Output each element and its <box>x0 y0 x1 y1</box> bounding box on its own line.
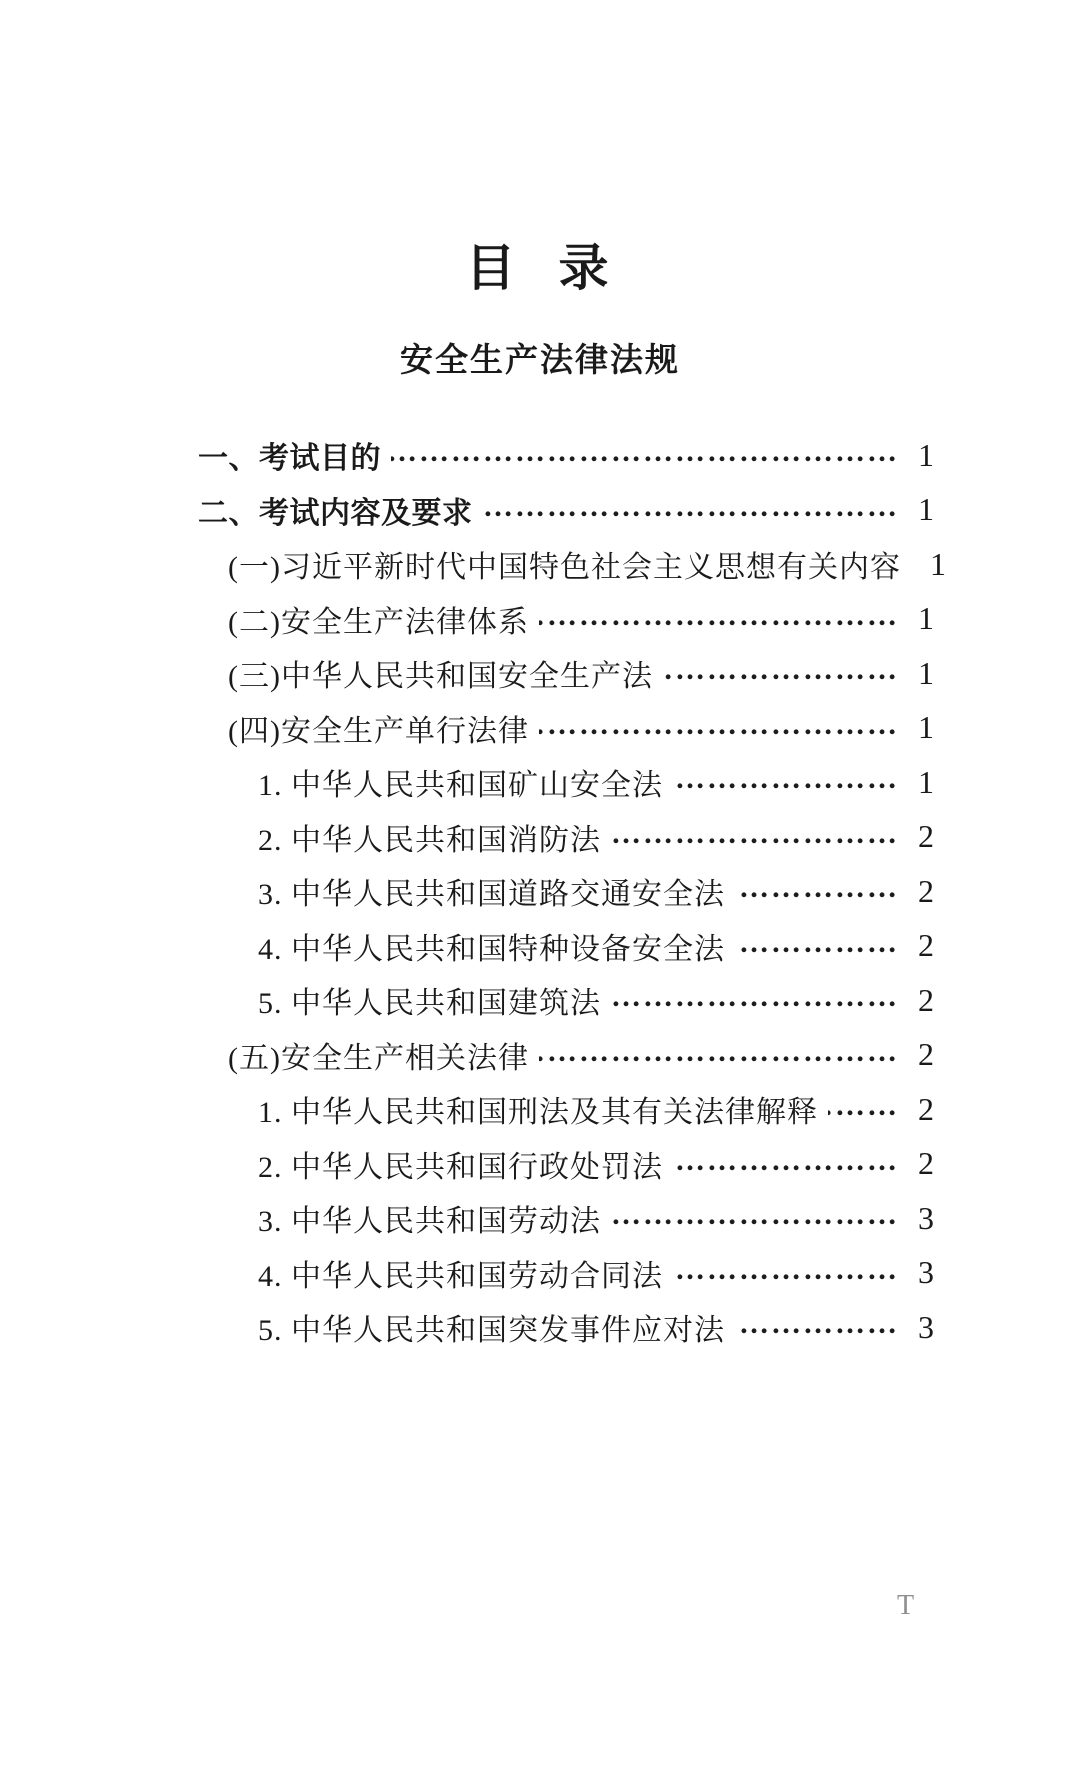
toc-dot-leader <box>611 817 899 851</box>
document-page <box>0 242 1080 1769</box>
toc-entry-label: 5. 中华人民共和国建筑法 <box>258 987 601 1021</box>
toc-dot-leader <box>735 1307 899 1341</box>
toc-entry <box>0 483 935 538</box>
toc-entry-page: 1 <box>929 545 947 582</box>
toc-entry-label: 二、考试内容及要求 <box>198 496 473 530</box>
toc-entry-label: (二)安全生产法律体系 <box>228 605 529 639</box>
toc-entry-page: 2 <box>918 872 935 909</box>
toc-entry-label: 1. 中华人民共和国矿山安全法 <box>258 769 663 803</box>
toc-entry <box>0 1137 935 1192</box>
toc-entry-label: 2. 中华人民共和国消防法 <box>258 823 601 857</box>
toc-entry-label: (四)安全生产单行法律 <box>228 714 529 748</box>
toc-entry-page: 2 <box>918 981 935 1018</box>
toc-entry <box>0 973 935 1028</box>
toc-entry-label: 3. 中华人民共和国道路交通安全法 <box>258 878 725 912</box>
page-title: 目 录 <box>465 240 615 296</box>
toc-dot-leader <box>735 926 899 960</box>
toc-entry-label: 5. 中华人民共和国突发事件应对法 <box>258 1314 725 1348</box>
toc-list <box>0 428 1080 1355</box>
toc-entry-label: (五)安全生产相关法律 <box>228 1041 529 1075</box>
toc-entry-page: 2 <box>918 1090 935 1127</box>
toc-entry-page: 3 <box>918 1254 935 1291</box>
toc-dot-leader <box>611 980 899 1014</box>
toc-dot-leader <box>539 708 899 742</box>
toc-entry-page: 3 <box>918 1199 935 1236</box>
toc-entry-page: 3 <box>918 1308 935 1345</box>
toc-entry-page: 2 <box>918 1145 935 1182</box>
toc-entry-page: 1 <box>918 436 935 473</box>
toc-dot-leader <box>735 871 899 905</box>
toc-entry-page: 2 <box>918 927 935 964</box>
footer-mark: T <box>897 1590 915 1621</box>
toc-dot-leader <box>391 435 899 469</box>
toc-entry-label: 4. 中华人民共和国劳动合同法 <box>258 1259 663 1293</box>
toc-entry <box>0 1082 935 1137</box>
toc-entry <box>0 592 935 647</box>
toc-entry-label: (三)中华人民共和国安全生产法 <box>228 660 653 694</box>
toc-entry <box>0 1246 935 1301</box>
toc-dot-leader <box>673 762 899 796</box>
toc-entry <box>0 646 935 701</box>
toc-entry <box>0 537 947 592</box>
toc-entry-page: 1 <box>918 600 935 637</box>
toc-entry-label: (一)习近平新时代中国特色社会主义思想有关内容 <box>228 551 901 585</box>
toc-entry-label: 4. 中华人民共和国特种设备安全法 <box>258 932 725 966</box>
toc-entry-label: 3. 中华人民共和国劳动法 <box>258 1205 601 1239</box>
toc-entry-page: 1 <box>918 763 935 800</box>
toc-entry-page: 2 <box>918 818 935 855</box>
toc-dot-leader <box>483 490 900 524</box>
toc-dot-leader <box>828 1089 899 1123</box>
toc-dot-leader <box>539 1035 899 1069</box>
toc-entry-page: 2 <box>918 1036 935 1073</box>
toc-entry <box>0 810 935 865</box>
toc-entry <box>0 1028 935 1083</box>
toc-dot-leader <box>673 1253 899 1287</box>
toc-entry <box>0 1300 935 1355</box>
toc-entry-label: 一、考试目的 <box>198 442 381 476</box>
toc-entry <box>0 428 935 483</box>
toc-entry-label: 1. 中华人民共和国刑法及其有关法律解释 <box>258 1096 818 1130</box>
section-subtitle: 安全生产法律法规 <box>400 341 680 378</box>
toc-entry <box>0 864 935 919</box>
toc-dot-leader <box>539 599 899 633</box>
toc-entry <box>0 701 935 756</box>
toc-entry-page: 1 <box>918 491 935 528</box>
toc-entry-label: 2. 中华人民共和国行政处罚法 <box>258 1150 663 1184</box>
toc-dot-leader <box>663 653 899 687</box>
toc-entry <box>0 755 935 810</box>
toc-entry <box>0 919 935 974</box>
toc-entry-page: 1 <box>918 709 935 746</box>
toc-entry-page: 1 <box>918 654 935 691</box>
toc-entry <box>0 1191 935 1246</box>
toc-dot-leader <box>673 1144 899 1178</box>
toc-dot-leader <box>611 1198 899 1232</box>
